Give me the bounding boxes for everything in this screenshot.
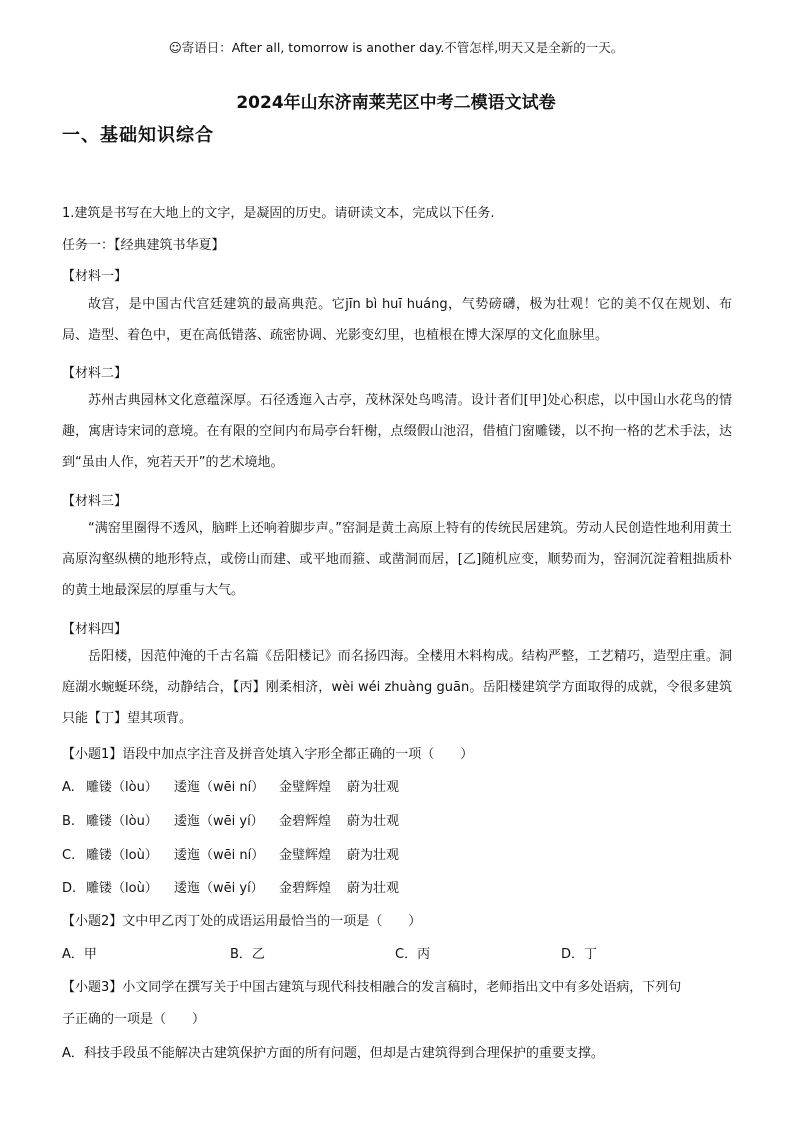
option-part: 雕镂（loù） (86, 881, 158, 896)
material-3-text: “满窑里圈得不透风，脑畔上还响着脚步声。”窑洞是黄土高原上特有的传统民居建筑。劳动人民创造性地利用黄土高原沟壑纵横的地形特点，或傍山而建、或平地而箍、或凿洞而居，[乙]随机应变，顺势而为，窑洞沉淀着粗拙质朴的黄土地最深层的厚重与大气。 (62, 521, 732, 598)
material-2-label: 【材料二】 (62, 366, 128, 381)
section-heading: 一、基础知识综合 (62, 125, 214, 146)
option-part: 逶迤（wēi ní） (174, 848, 265, 863)
option-part: 雕镂（lòu） (86, 780, 158, 795)
option-part: 金碧辉煌 (279, 814, 332, 829)
option-letter: B. (62, 814, 76, 829)
material-4-text: 岳阳楼，因范仲淹的千古名篇《岳阳楼记》而名扬四海。全楼用木料构成。结构严整，工艺精巧，造型庄重。洞庭湖水蜿蜒环绕，动静结合，【丙】刚柔相济，wèi wéi zhuàng guān。岳阳楼建筑学方面取得的成就，令很多建筑只能【丁】望其项背。 (62, 649, 732, 726)
option-part: 金碧辉煌 (279, 881, 332, 896)
option-part: 逶迤（wēi yí） (174, 881, 264, 896)
sq2-option-d[interactable]: D．丁 (561, 947, 598, 962)
material-1-text: 故宫，是中国古代宫廷建筑的最高典范。它jīn bì huī huáng，气势磅礴，极为壮观！它的美不仅在规划、布局、造型、着色中，更在高低错落、疏密协调、光影变幻里，也植根在博大深厚的文化血脉里。 (62, 297, 732, 343)
option-letter: C. (62, 848, 76, 863)
page-motto: ☺寄语日：After all, tomorrow is another day.不管怎样,明天又是全新的一天。 (168, 40, 624, 55)
sq2-option-b[interactable]: B．乙 (230, 947, 265, 962)
subquestion-3-cont: 子正确的一项是（ ） (62, 1012, 206, 1027)
subquestion-3: 【小题3】小文同学在撰写关于中国古建筑与现代科技相融合的发言稿时，老师指出文中有多处语病，下列句 (62, 980, 682, 995)
option-letter: D. (62, 881, 77, 896)
question-1-intro: 1.建筑是书写在大地上的文字，是凝固的历史。请研读文本，完成以下任务. (62, 206, 495, 221)
sq2-options (62, 943, 597, 962)
sq1-option-a[interactable] (62, 776, 399, 795)
option-part: 蔚为壮观 (347, 848, 400, 863)
option-part: 逶迤（wēi yí） (174, 814, 264, 829)
option-part: 逶迤（wēi ní） (174, 780, 265, 795)
task-1-heading: 任务一：【经典建筑书华夏】 (62, 238, 225, 253)
sq1-option-c[interactable] (62, 844, 399, 863)
option-part: 金璧辉煌 (279, 848, 332, 863)
option-part: 蔚为壮观 (347, 814, 400, 829)
option-part: 蔚为壮观 (347, 780, 400, 795)
material-4-label: 【材料四】 (62, 622, 128, 637)
material-3-label: 【材料三】 (62, 494, 128, 509)
sq1-option-d[interactable] (62, 877, 399, 896)
option-part: 雕镂（lòu） (86, 814, 158, 829)
material-2-text: 苏州古典园林文化意蕴深厚。石径透迤入古亭，茂林深处鸟鸣清。设计者们[甲]处心积虑，以中国山水花鸟的情趣，寓唐诗宋词的意境。在有限的空间内布局亭台轩榭，点缀假山池沼，借植门窗雕镂，以不拘一格的艺术手法，达到“虽由人作，宛若天开”的艺术境地。 (62, 393, 732, 470)
option-part: 金璧辉煌 (279, 780, 332, 795)
sq1-option-b[interactable] (62, 810, 399, 829)
subquestion-2: 【小题2】文中甲乙丙丁处的成语运用最恰当的一项是（ ） (62, 914, 422, 929)
sq3-option-a[interactable]: A．科技手段虽不能解决古建筑保护方面的所有问题，但却是古建筑得到合理保护的重要支撑。 (62, 1046, 604, 1061)
option-part: 蔚为壮观 (347, 881, 400, 896)
material-1-label: 【材料一】 (62, 269, 128, 284)
sq2-option-c[interactable]: C．丙 (395, 947, 431, 962)
subquestion-1: 【小题1】语段中加点字注音及拼音处填入字形全都正确的一项（ ） (62, 747, 474, 762)
option-part: 雕镂（loù） (86, 848, 158, 863)
page-title: 2024年山东济南莱芜区中考二模语文试卷 (236, 93, 556, 113)
sq2-option-a[interactable]: A．甲 (62, 947, 97, 962)
option-letter: A. (62, 780, 75, 795)
